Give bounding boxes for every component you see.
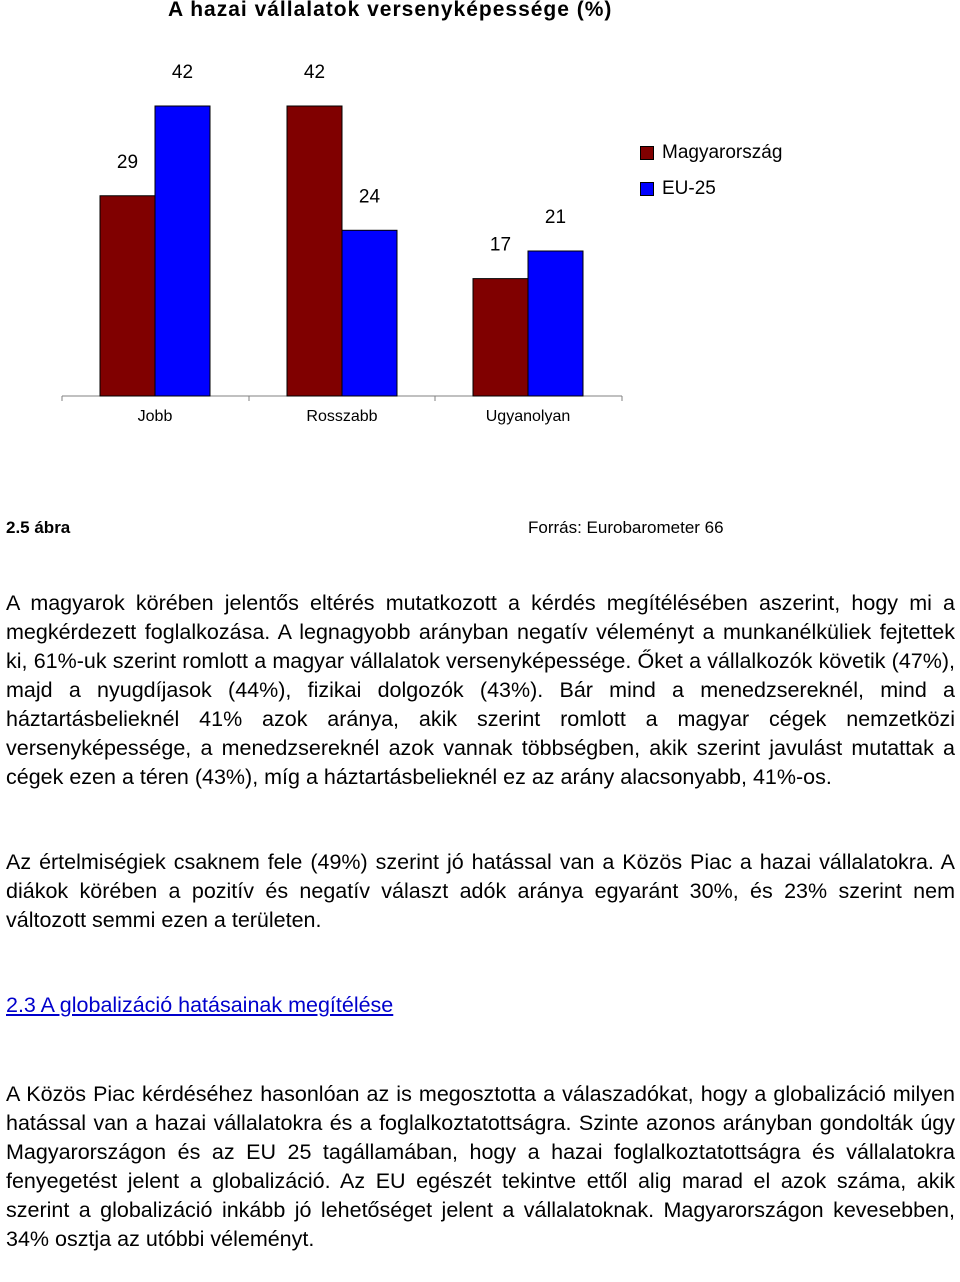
data-label: 29 — [116, 151, 139, 173]
data-label: 42 — [303, 62, 326, 83]
category-label: Jobb — [137, 408, 173, 425]
data-label: 21 — [544, 207, 567, 228]
bar-eu25-1 — [342, 230, 397, 396]
category-label: Rosszabb — [306, 408, 378, 425]
legend-swatch-eu25 — [640, 182, 654, 196]
legend-label-magyarorszag: Magyarország — [662, 142, 783, 163]
bar-magyarorszag-2 — [473, 279, 528, 396]
bar-magyarorszag-1 — [287, 106, 342, 396]
bar-chart — [0, 0, 960, 440]
legend-label-eu25: EU-25 — [662, 178, 716, 199]
bar-magyarorszag-0 — [100, 196, 155, 396]
legend-item-magyarorszag — [640, 140, 782, 166]
bar-eu25-2 — [528, 251, 583, 396]
legend-swatch-magyarorszag — [640, 146, 654, 160]
paragraph-occupation: A magyarok körében jelentős eltérés mutatkozott a kérdés megítélésében aszerint, hogy mi a megkérdezett foglalkozása. A legnagyobb arányban negatív véleményt a munkanélküliek fejtettek ki, 61%-uk szerint romlott a magyar vállalatok versenyképessége. Őket a vállalkozók követik (47%), majd a nyugdíjasok (44%), fizikai dolgozók (43%). Bár mind a menedzsereknél, mind a háztartásbelieknél 41% azok aránya, akik szerint romlott a magyar cégek nemzetközi versenyképessége, a menedzsereknél azok vannak többségben, akik szerint javulást mutattak a cégek ezen a téren (43%), míg a háztartásbelieknél ez az arány alacsonyabb, 41%-os. — [6, 591, 955, 789]
data-label: 42 — [171, 62, 194, 83]
section-heading-link[interactable]: 2.3 A globalizáció hatásainak megítélése — [6, 993, 394, 1017]
chart-legend — [640, 140, 782, 212]
chart-title: A hazai vállalatok versenyképessége (%) — [168, 0, 613, 21]
data-label: 17 — [489, 234, 512, 256]
data-label: 24 — [358, 186, 381, 208]
category-label: Ugyanolyan — [485, 408, 571, 425]
bar-eu25-0 — [155, 106, 210, 396]
legend-item-eu25 — [640, 176, 782, 202]
figure-caption: 2.5 ábra — [6, 518, 71, 537]
figure-source: Forrás: Eurobarometer 66 — [528, 518, 724, 537]
paragraph-globalization: A Közös Piac kérdéséhez hasonlóan az is megosztotta a válaszadókat, hogy a globalizáció milyen hatással van a hazai vállalatokra és a foglalkoztatottságra. Szinte azonos arányban gondolták úgy Magyarországon és az EU 25 tagállamában, hogy a hazai foglalkoztatottságra és vállalatokra fenyegetést jelent a globalizáció. Az EU egészét tekintve ettől alig marad el azok száma, akik szerint a globalizáció inkább jó lehetőséget jelent a vállalatoknak. Magyarországon kevesebben, 34% osztja az utóbbi véleményt. — [6, 1082, 955, 1251]
paragraph-intellectuals: Az értelmiségiek csaknem fele (49%) szerint jó hatással van a Közös Piac a hazai vállalatokra. A diákok körében a pozitív és negatív választ adók aránya egyaránt 30%, és 23% szerint nem változott semmi ezen a területen. — [6, 850, 955, 932]
